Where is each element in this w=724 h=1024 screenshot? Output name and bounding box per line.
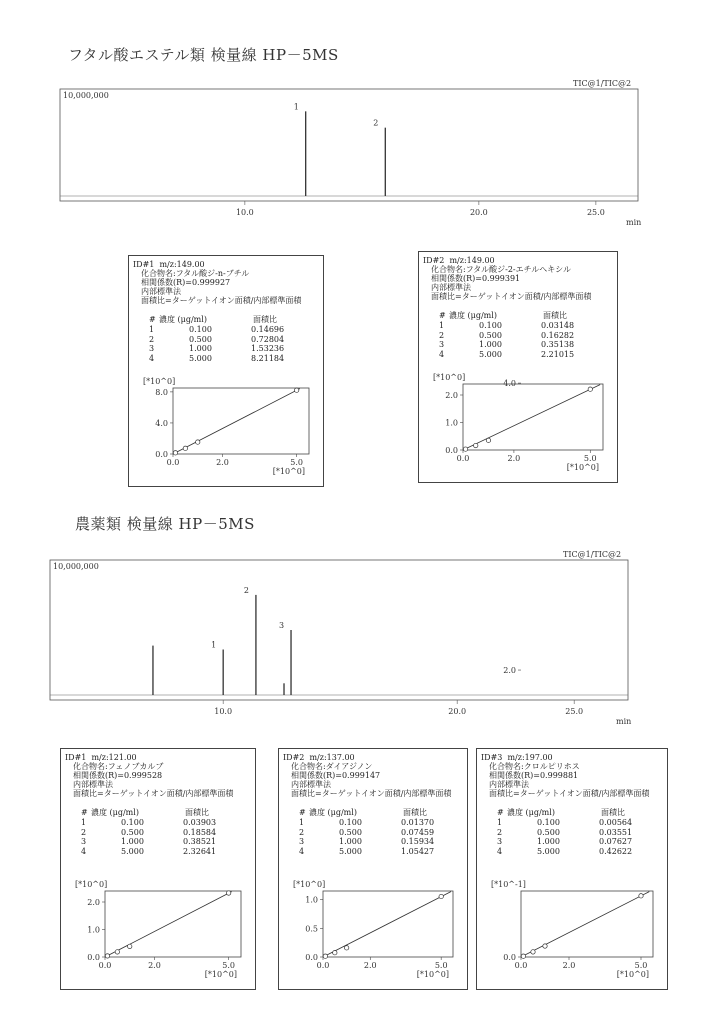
chart-data-point — [115, 950, 119, 954]
table-cell-ratio: 2.32641 — [183, 846, 217, 856]
chart-y-multiplier: [*10^0] — [143, 377, 176, 386]
panel-correlation: 相関係数(R)=0.999147 — [291, 771, 381, 780]
table-cell-conc: 1.000 — [479, 340, 502, 349]
panel-formula: 面積比=ターゲットイオン面積/内部標準面積 — [489, 789, 650, 798]
table-cell-ratio: 0.35138 — [541, 340, 575, 349]
chart-xtick-label: 5.0 — [222, 961, 236, 970]
chart-xtick-label: 5.0 — [290, 458, 304, 467]
table-header-num: # — [299, 808, 306, 817]
panel-compound: 化合物名:フタル酸ジ-n-ブチル — [141, 269, 250, 278]
section1-title: フタル酸エステル類 検量線 HP－5MS — [68, 46, 339, 64]
table-row-index: 2 — [439, 330, 445, 340]
tic-frame — [50, 560, 628, 700]
chart-xtick-label: 0.0 — [166, 458, 180, 467]
table-cell-ratio: 0.00564 — [599, 818, 633, 827]
tic-xtick-label: 20.0 — [469, 208, 488, 217]
chart-xtick-label: 2.0 — [507, 454, 521, 463]
panel-compound: 化合物名:クロルピリホス — [489, 762, 580, 771]
tic-peak-label: 2 — [373, 118, 379, 128]
chart-xtick-label: 2.0 — [363, 961, 377, 970]
chart-data-point — [183, 446, 187, 450]
chart-data-point — [226, 891, 230, 895]
section1-chromatogram — [60, 85, 640, 225]
chart-data-point — [128, 944, 132, 948]
calibration-panel — [128, 255, 324, 487]
chart-ytick-label: 2.0 — [87, 898, 100, 907]
table-cell-conc: 0.500 — [339, 827, 362, 837]
chart-ytick-label: 0.0 — [445, 446, 458, 455]
tic-xtick-label: 10.0 — [214, 707, 233, 716]
table-row-index: 4 — [439, 349, 445, 359]
table-row-index: 3 — [81, 837, 87, 846]
chart-frame — [173, 388, 309, 454]
panel-correlation: 相関係数(R)=0.999927 — [141, 278, 231, 287]
chart-data-point — [323, 954, 327, 958]
table-cell-conc: 1.000 — [189, 344, 212, 353]
chart-ytick-label: 2.0 — [503, 666, 516, 676]
table-header-conc: 濃度 (μg/ml) — [507, 808, 555, 817]
chart-data-point — [294, 388, 298, 392]
table-cell-conc: 0.100 — [479, 321, 502, 330]
table-cell-conc: 1.000 — [121, 837, 144, 846]
panel-formula: 面積比=ターゲットイオン面積/内部標準面積 — [73, 789, 234, 798]
table-row-index: 2 — [81, 827, 87, 837]
chart-data-point — [463, 447, 467, 451]
section2-title: 農薬類 検量線 HP－5MS — [75, 515, 255, 533]
table-row-index: 4 — [497, 846, 503, 856]
chart-ytick-label: 0.0 — [305, 953, 318, 962]
table-cell-conc: 0.100 — [121, 818, 144, 827]
chart-xtick-label: 2.0 — [216, 458, 229, 467]
chart-xtick-label: 0.0 — [514, 961, 528, 970]
chart-xtick-label: 0.0 — [456, 454, 470, 463]
calibration-curve-chart — [61, 879, 255, 989]
table-header-conc: 濃度 (μg/ml) — [159, 315, 207, 324]
table-header-ratio: 面積比 — [403, 808, 427, 817]
tic-frame — [60, 89, 638, 201]
chart-data-point — [196, 440, 200, 444]
calibration-curve-chart — [279, 879, 467, 989]
chart-data-point — [439, 894, 443, 898]
panel-std-method: 内部標準法 — [489, 780, 529, 789]
chart-fit-line — [323, 892, 451, 957]
table-header-num: # — [439, 311, 446, 320]
chart-xtick-label: 2.0 — [562, 961, 576, 970]
table-cell-ratio: 0.72804 — [251, 334, 285, 344]
table-row-index: 2 — [299, 827, 305, 837]
chart-y-multiplier: [*10^0] — [293, 880, 326, 889]
panel-formula: 面積比=ターゲットイオン面積/内部標準面積 — [431, 292, 592, 301]
chart-y-multiplier: [*10^-1] — [491, 880, 526, 889]
chart-data-point — [105, 954, 109, 958]
tic-ymax-label: 10,000,000 — [53, 562, 99, 571]
tic-ymax-label: 10,000,000 — [63, 91, 109, 100]
table-cell-ratio: 0.14696 — [251, 325, 285, 334]
chart-xtick-label: 0.0 — [316, 961, 330, 970]
chart-x-multiplier: [*10^0] — [616, 970, 649, 979]
tic-xtick-label: 25.0 — [586, 208, 605, 217]
chart-data-point — [521, 954, 525, 958]
chart-data-point — [543, 944, 547, 948]
table-cell-conc: 0.500 — [189, 334, 212, 344]
chart-ytick-label: 4.0 — [155, 418, 168, 428]
chart-data-point — [344, 946, 348, 950]
table-cell-ratio: 0.07459 — [401, 827, 435, 837]
chart-fit-line — [173, 389, 300, 454]
table-cell-ratio: 0.18584 — [183, 827, 217, 837]
panel-compound: 化合物名:フタル酸ジ-2-エチルヘキシル — [431, 265, 571, 274]
table-row-index: 1 — [149, 325, 155, 334]
table-cell-conc: 0.500 — [479, 330, 502, 340]
table-cell-conc: 5.000 — [479, 349, 502, 359]
chart-ytick-label: 4.0 — [503, 379, 516, 389]
chart-data-point — [531, 950, 535, 954]
chart-fit-line — [105, 892, 232, 957]
chart-frame — [105, 891, 241, 957]
chart-xtick-label: 2.0 — [148, 961, 161, 970]
section2-tic-label: TIC@1/TIC@2 — [563, 550, 622, 559]
table-row-index: 1 — [497, 818, 503, 827]
table-cell-ratio: 0.16282 — [541, 330, 575, 340]
table-row-index: 4 — [81, 846, 87, 856]
calibration-panel — [278, 748, 468, 990]
panel-compound: 化合物名:フェノブカルブ — [73, 762, 164, 771]
chart-xtick-label: 5.0 — [583, 454, 597, 463]
table-cell-conc: 5.000 — [537, 846, 560, 856]
chart-ytick-label: 1.0 — [445, 418, 458, 428]
chart-fit-line — [463, 385, 600, 450]
table-cell-conc: 0.500 — [537, 827, 560, 837]
table-header-conc: 濃度 (μg/ml) — [309, 808, 357, 817]
table-cell-conc: 1.000 — [339, 837, 362, 846]
section1-tic-label: TIC@1/TIC@2 — [573, 79, 632, 88]
chart-data-point — [588, 387, 592, 391]
tic-xtick-label: 25.0 — [565, 707, 584, 716]
tic-peak-label: 1 — [211, 640, 217, 650]
table-row-index: 1 — [81, 818, 87, 827]
table-header-num: # — [149, 315, 156, 324]
panel-formula: 面積比=ターゲットイオン面積/内部標準面積 — [141, 296, 302, 305]
chart-data-point — [474, 443, 478, 447]
chart-ytick-label: 2.0 — [445, 391, 458, 400]
panel-id-mz: ID#1 m/z:121.00 — [65, 753, 137, 762]
calibration-panel — [60, 748, 256, 990]
chart-xtick-label: 5.0 — [634, 961, 648, 970]
tic-xtick-label: 10.0 — [235, 208, 254, 217]
chart-ytick-label: 0.5 — [305, 924, 318, 934]
chart-x-multiplier: [*10^0] — [416, 970, 449, 979]
table-cell-ratio: 0.01370 — [401, 818, 435, 827]
table-header-conc: 濃度 (μg/ml) — [449, 311, 497, 320]
panel-compound: 化合物名:ダイアジノン — [291, 762, 373, 771]
section2-chromatogram — [50, 556, 630, 724]
panel-id-mz: ID#2 m/z:149.00 — [423, 256, 495, 265]
chart-data-point — [333, 951, 337, 955]
panel-correlation: 相関係数(R)=0.999528 — [73, 771, 163, 780]
calibration-curve-chart — [129, 376, 323, 486]
chart-ytick-label: 0.0 — [155, 450, 168, 459]
chart-y-multiplier: [*10^0] — [75, 880, 108, 889]
table-cell-ratio: 0.15934 — [401, 837, 435, 846]
table-cell-conc: 0.100 — [537, 818, 560, 827]
table-row-index: 4 — [299, 846, 305, 856]
panel-std-method: 内部標準法 — [431, 283, 471, 292]
table-header-ratio: 面積比 — [543, 311, 567, 320]
table-cell-conc: 0.100 — [339, 818, 362, 827]
chart-xtick-label: 5.0 — [434, 961, 448, 970]
table-header-ratio: 面積比 — [185, 808, 209, 817]
table-cell-ratio: 8.21184 — [251, 353, 285, 363]
tic-xunit: min — [626, 218, 642, 227]
table-cell-ratio: 0.42622 — [599, 846, 633, 856]
panel-std-method: 内部標準法 — [291, 780, 331, 789]
table-header-ratio: 面積比 — [253, 315, 277, 324]
table-header-ratio: 面積比 — [601, 808, 625, 817]
calibration-panel — [418, 251, 618, 483]
panel-formula: 面積比=ターゲットイオン面積/内部標準面積 — [291, 789, 452, 798]
table-cell-ratio: 0.07627 — [599, 837, 633, 846]
table-row-index: 1 — [299, 818, 305, 827]
table-row-index: 2 — [149, 334, 155, 344]
tic-xtick-label: 20.0 — [448, 707, 467, 716]
table-row-index: 3 — [439, 340, 445, 349]
tic-peak-label: 1 — [293, 102, 299, 112]
chart-x-multiplier: [*10^0] — [566, 463, 599, 472]
chart-ytick-label: 0.0 — [503, 953, 516, 962]
chart-ytick-label: 1.0 — [87, 925, 100, 935]
tic-xunit: min — [616, 717, 632, 726]
chart-data-point — [173, 451, 177, 455]
chart-ytick-label: 0.0 — [87, 953, 100, 962]
table-cell-conc: 1.000 — [537, 837, 560, 846]
panel-correlation: 相関係数(R)=0.999391 — [431, 274, 521, 283]
table-cell-conc: 5.000 — [189, 353, 212, 363]
table-header-conc: 濃度 (μg/ml) — [91, 808, 139, 817]
table-cell-conc: 0.500 — [121, 827, 144, 837]
table-cell-ratio: 1.05427 — [401, 846, 435, 856]
table-cell-conc: 5.000 — [121, 846, 144, 856]
table-row-index: 3 — [149, 344, 155, 353]
panel-std-method: 内部標準法 — [141, 287, 181, 296]
table-cell-ratio: 0.03903 — [183, 818, 217, 827]
tic-peak-label: 3 — [279, 621, 285, 630]
table-cell-ratio: 2.21015 — [541, 349, 575, 359]
panel-id-mz: ID#1 m/z:149.00 — [133, 260, 205, 269]
table-cell-ratio: 1.53236 — [251, 344, 285, 353]
table-cell-conc: 5.000 — [339, 846, 362, 856]
panel-correlation: 相関係数(R)=0.999881 — [489, 771, 579, 780]
table-header-num: # — [81, 808, 88, 817]
chart-ytick-label: 1.0 — [305, 895, 318, 905]
table-cell-ratio: 0.03551 — [599, 827, 633, 837]
table-header-num: # — [497, 808, 504, 817]
chart-x-multiplier: [*10^0] — [204, 970, 237, 979]
chart-ytick-label: 8.0 — [155, 387, 168, 397]
chart-fit-line — [521, 892, 649, 957]
tic-peak-label: 2 — [243, 585, 250, 595]
chart-xtick-label: 0.0 — [98, 961, 112, 970]
table-cell-ratio: 0.38521 — [183, 837, 217, 846]
chart-y-multiplier: [*10^0] — [433, 373, 466, 382]
table-row-index: 2 — [497, 827, 503, 837]
panel-id-mz: ID#3 m/z:197.00 — [481, 753, 553, 762]
table-row-index: 3 — [299, 837, 305, 846]
calibration-curve-chart — [419, 372, 617, 482]
table-row-index: 1 — [439, 321, 445, 330]
chart-data-point — [639, 894, 643, 898]
chart-x-multiplier: [*10^0] — [272, 467, 305, 476]
table-cell-ratio: 0.03148 — [541, 321, 575, 330]
chart-data-point — [486, 438, 490, 442]
panel-id-mz: ID#2 m/z:137.00 — [283, 753, 355, 762]
table-cell-conc: 0.100 — [189, 325, 212, 334]
table-row-index: 4 — [149, 353, 155, 363]
panel-std-method: 内部標準法 — [73, 780, 113, 789]
table-row-index: 3 — [497, 837, 503, 846]
